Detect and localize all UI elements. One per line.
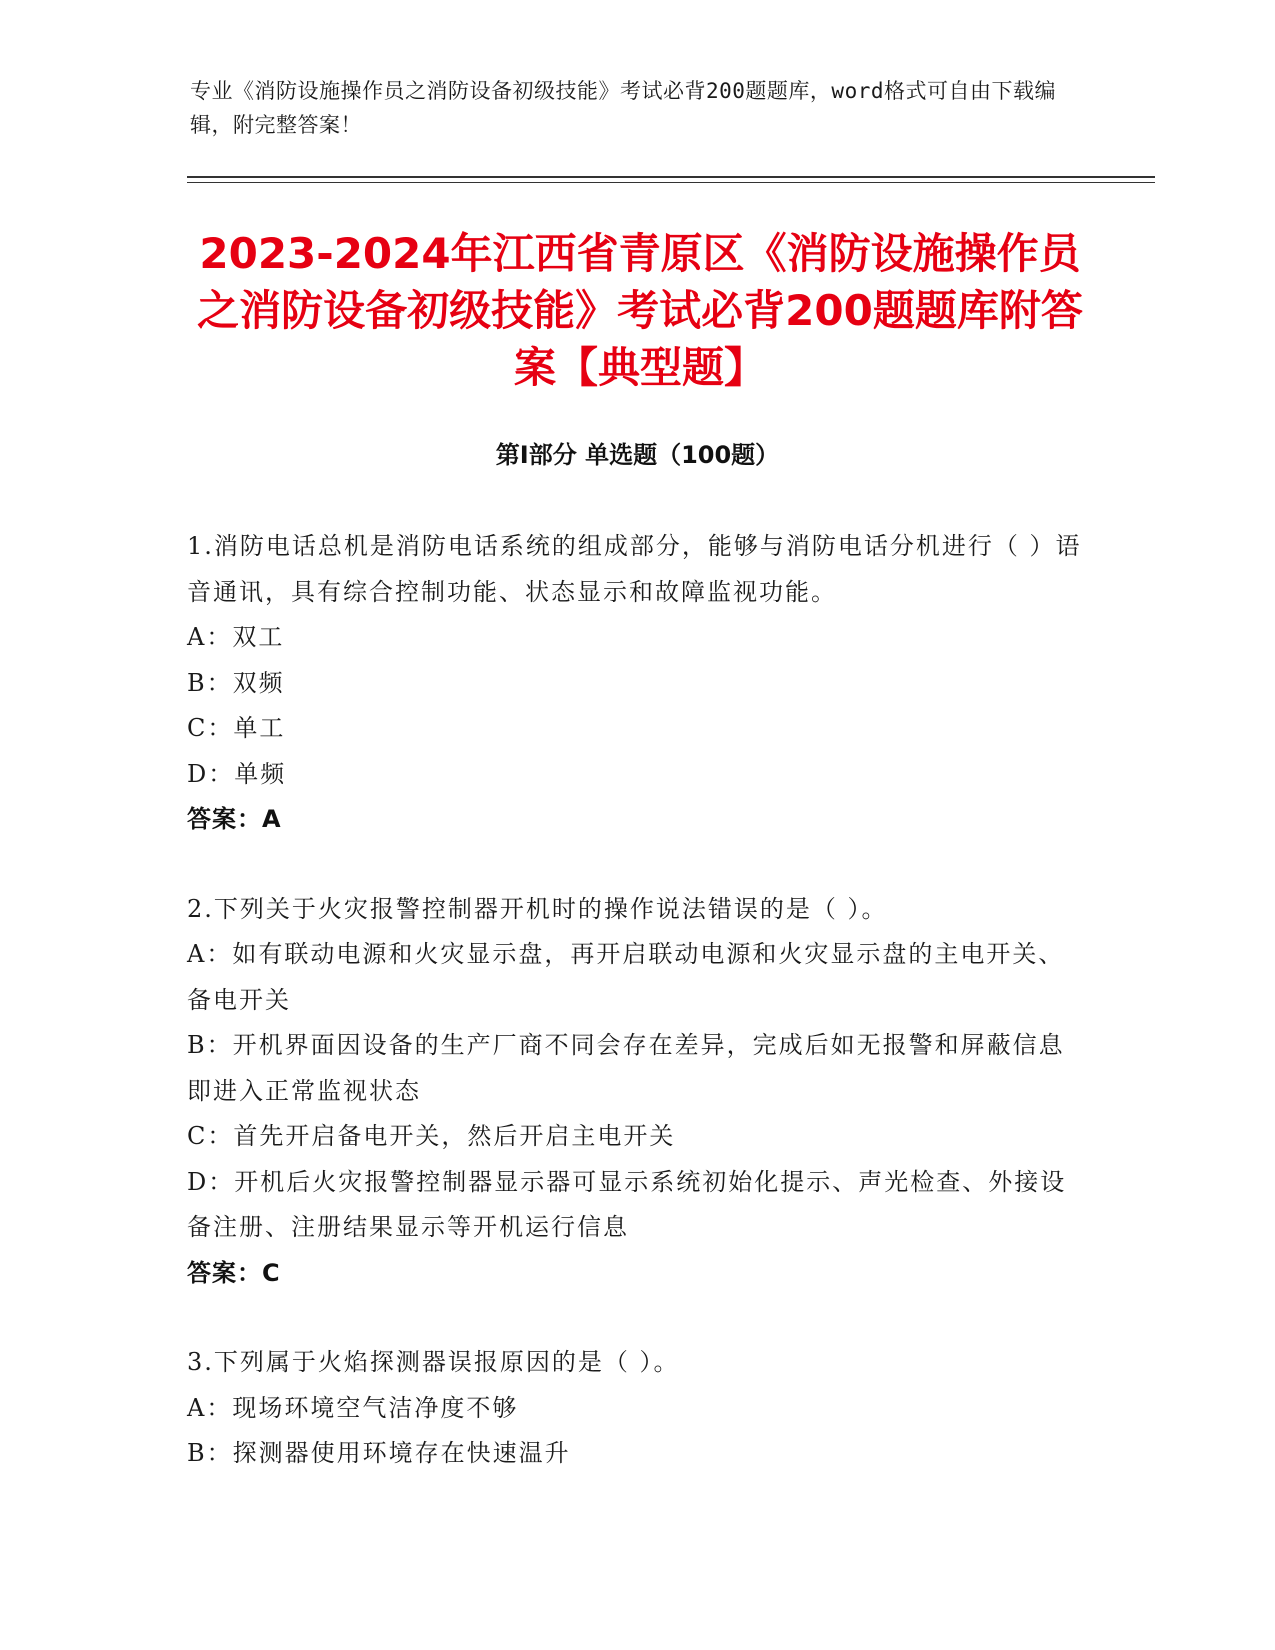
- document-title: 2023-2024年江西省青原区《消防设施操作员之消防设备初级技能》考试必背200题题库附答案【典型题】: [197, 229, 1083, 392]
- answer: 答案：C: [187, 1258, 281, 1287]
- question-list: [187, 524, 1087, 1521]
- option-a: A：现场环境空气洁净度不够: [187, 1393, 519, 1422]
- option-c: C：首先开启备电开关，然后开启主电开关: [187, 1122, 676, 1150]
- header-rule-thin: [187, 182, 1155, 183]
- option-b: B：双频: [187, 668, 285, 697]
- question-stem: 2.下列关于火灾报警控制器开机时的操作说法错误的是（ ）。: [187, 894, 888, 923]
- question-3: [187, 1340, 1087, 1477]
- header-note: 专业《消防设施操作员之消防设备初级技能》考试必背200题题库，word格式可自由下载编辑，附完整答案！: [190, 79, 1056, 137]
- option-b: B：开机界面因设备的生产厂商不同会存在差异，完成后如无报警和屏蔽信息即进入正常监视状态: [187, 1031, 1065, 1105]
- option-b: B：探测器使用环境存在快速温升: [187, 1439, 571, 1467]
- option-a: A：如有联动电源和火灾显示盘，再开启联动电源和火灾显示盘的主电开关、备电开关: [187, 940, 1065, 1014]
- answer: 答案：A: [187, 805, 282, 833]
- question-2: [187, 887, 1087, 1297]
- option-c: C：单工: [187, 714, 286, 742]
- section-heading: 第Ⅰ部分 单选题（100题）: [495, 441, 780, 469]
- header-rule-thick: [187, 176, 1155, 178]
- question-1: [187, 524, 1087, 843]
- question-stem: 3.下列属于火焰探测器误报原因的是（ ）。: [187, 1348, 680, 1376]
- option-a: A：双工: [187, 623, 285, 651]
- option-d: D：单频: [187, 759, 287, 788]
- option-d: D：开机后火灾报警控制器显示器可显示系统初始化提示、声光检查、外接设备注册、注册结果显示等开机运行信息: [187, 1167, 1067, 1241]
- question-stem: 1.消防电话总机是消防电话系统的组成部分，能够与消防电话分机进行（ ）语音通讯，具有综合控制功能、状态显示和故障监视功能。: [187, 532, 1082, 606]
